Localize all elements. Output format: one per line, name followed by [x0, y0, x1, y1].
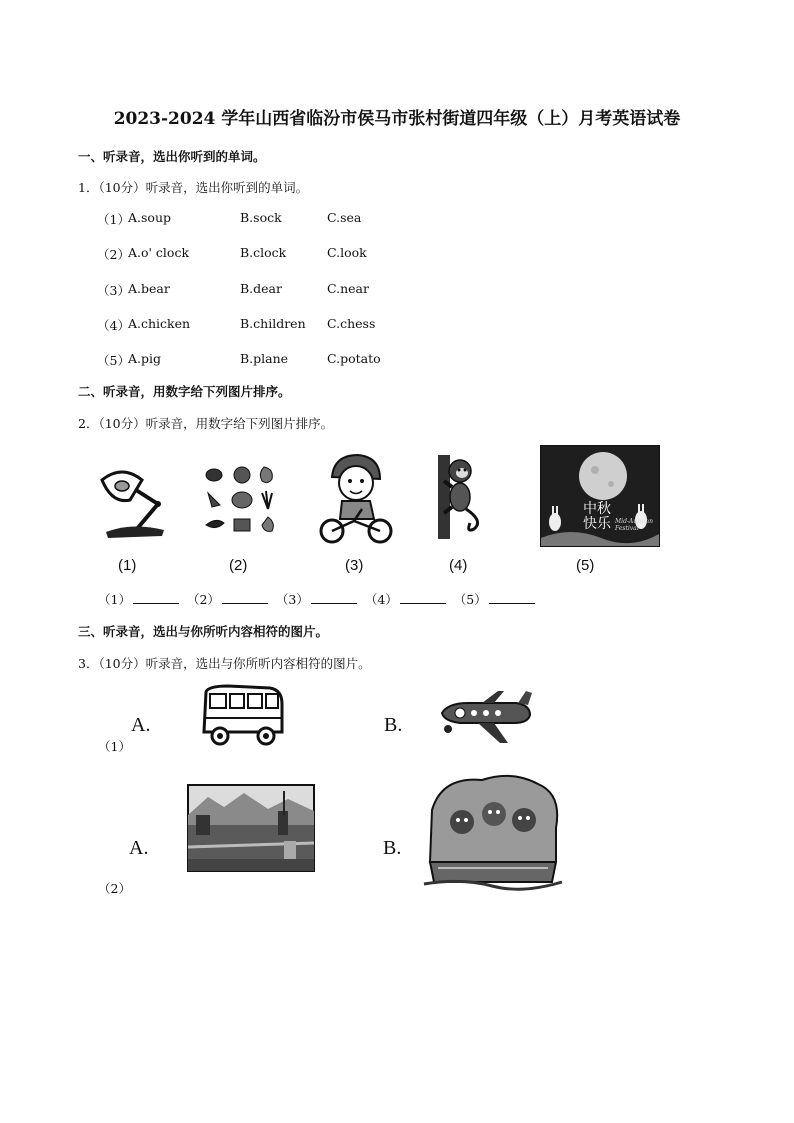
mid-autumn-festival-icon: [540, 445, 660, 547]
option-row-num: （3）: [97, 283, 130, 298]
option-c[interactable]: C.chess: [327, 316, 376, 331]
option-b[interactable]: B.children: [240, 316, 306, 331]
blank-label-2: （2）: [186, 592, 220, 607]
boy-riding-bike-icon: [318, 451, 394, 547]
choice-b-label[interactable]: B.: [384, 714, 403, 736]
option-c[interactable]: C.potato: [327, 351, 381, 366]
option-c[interactable]: C.look: [327, 245, 367, 260]
question-3-stem: 3．（10分）听录音，选出与你所听内容相符的图片。: [78, 656, 371, 671]
choice-a-label[interactable]: A.: [129, 837, 149, 859]
option-row-num: （4）: [97, 318, 130, 333]
village-scene-icon[interactable]: [188, 785, 314, 871]
page-title: 2023-2024 学年山西省临汾市侯马市张村街道四年级（上）月考英语试卷: [113, 109, 681, 129]
desk-lamp-icon: [92, 460, 172, 540]
option-c[interactable]: C.near: [327, 281, 369, 296]
bus-icon[interactable]: [198, 684, 288, 748]
option-b[interactable]: B.clock: [240, 245, 287, 260]
section-heading-1: 一、听录音，选出你听到的单词。: [78, 149, 266, 164]
option-c[interactable]: C.sea: [327, 210, 362, 225]
vegetables-icon: [202, 463, 282, 537]
option-a[interactable]: A.soup: [128, 210, 171, 225]
option-a[interactable]: A.pig: [128, 351, 162, 366]
option-row-num: （5）: [97, 353, 130, 368]
blank-label-3: （3）: [275, 592, 309, 607]
option-b[interactable]: B.dear: [240, 281, 282, 296]
airplane-icon[interactable]: [438, 689, 534, 747]
blank-label-4: （4）: [364, 592, 398, 607]
blank-label-5: （5）: [453, 592, 487, 607]
picture-label-1: (1): [118, 557, 137, 574]
option-row-num: （2）: [97, 247, 130, 262]
option-b[interactable]: B.sock: [240, 210, 282, 225]
picture-label-3: (3): [345, 557, 364, 574]
answer-blank-4[interactable]: [400, 591, 446, 604]
answer-blank-5[interactable]: [489, 591, 535, 604]
answer-blank-1[interactable]: [133, 591, 179, 604]
option-row-num: （1）: [97, 212, 130, 227]
choice-a-label[interactable]: A.: [131, 714, 151, 736]
picture-label-4: (4): [449, 557, 468, 574]
option-b[interactable]: B.plane: [240, 351, 289, 366]
option-a[interactable]: A.bear: [128, 281, 170, 296]
festival-text-1: 中秋: [583, 501, 611, 517]
festival-caption: Mid-Autumn Festival: [615, 518, 653, 532]
monkey-climbing-tree-icon: [434, 455, 486, 539]
section-heading-3: 三、听录音，选出与你所听内容相符的图片。: [78, 624, 329, 639]
item-number-1: （1）: [98, 739, 131, 754]
section-heading-2: 二、听录音，用数字给下列图片排序。: [78, 384, 291, 399]
option-a[interactable]: A.o' clock: [128, 245, 190, 260]
option-a[interactable]: A.chicken: [128, 316, 191, 331]
choice-b-label[interactable]: B.: [383, 837, 402, 859]
answer-blank-3[interactable]: [311, 591, 357, 604]
question-2-stem: 2．（10分）听录音，用数字给下列图片排序。: [78, 416, 334, 431]
picture-label-5: (5): [576, 557, 595, 574]
item-number-2: （2）: [98, 881, 131, 896]
festival-text-2: 快乐: [583, 516, 611, 532]
question-1-stem: 1．（10分）听录音，选出你听到的单词。: [78, 180, 309, 195]
blank-label-1: （1）: [98, 592, 131, 607]
picture-label-2: (2): [229, 557, 248, 574]
zoo-animals-icon[interactable]: [422, 770, 564, 888]
answer-blank-2[interactable]: [222, 591, 268, 604]
answer-blanks: [98, 590, 539, 608]
